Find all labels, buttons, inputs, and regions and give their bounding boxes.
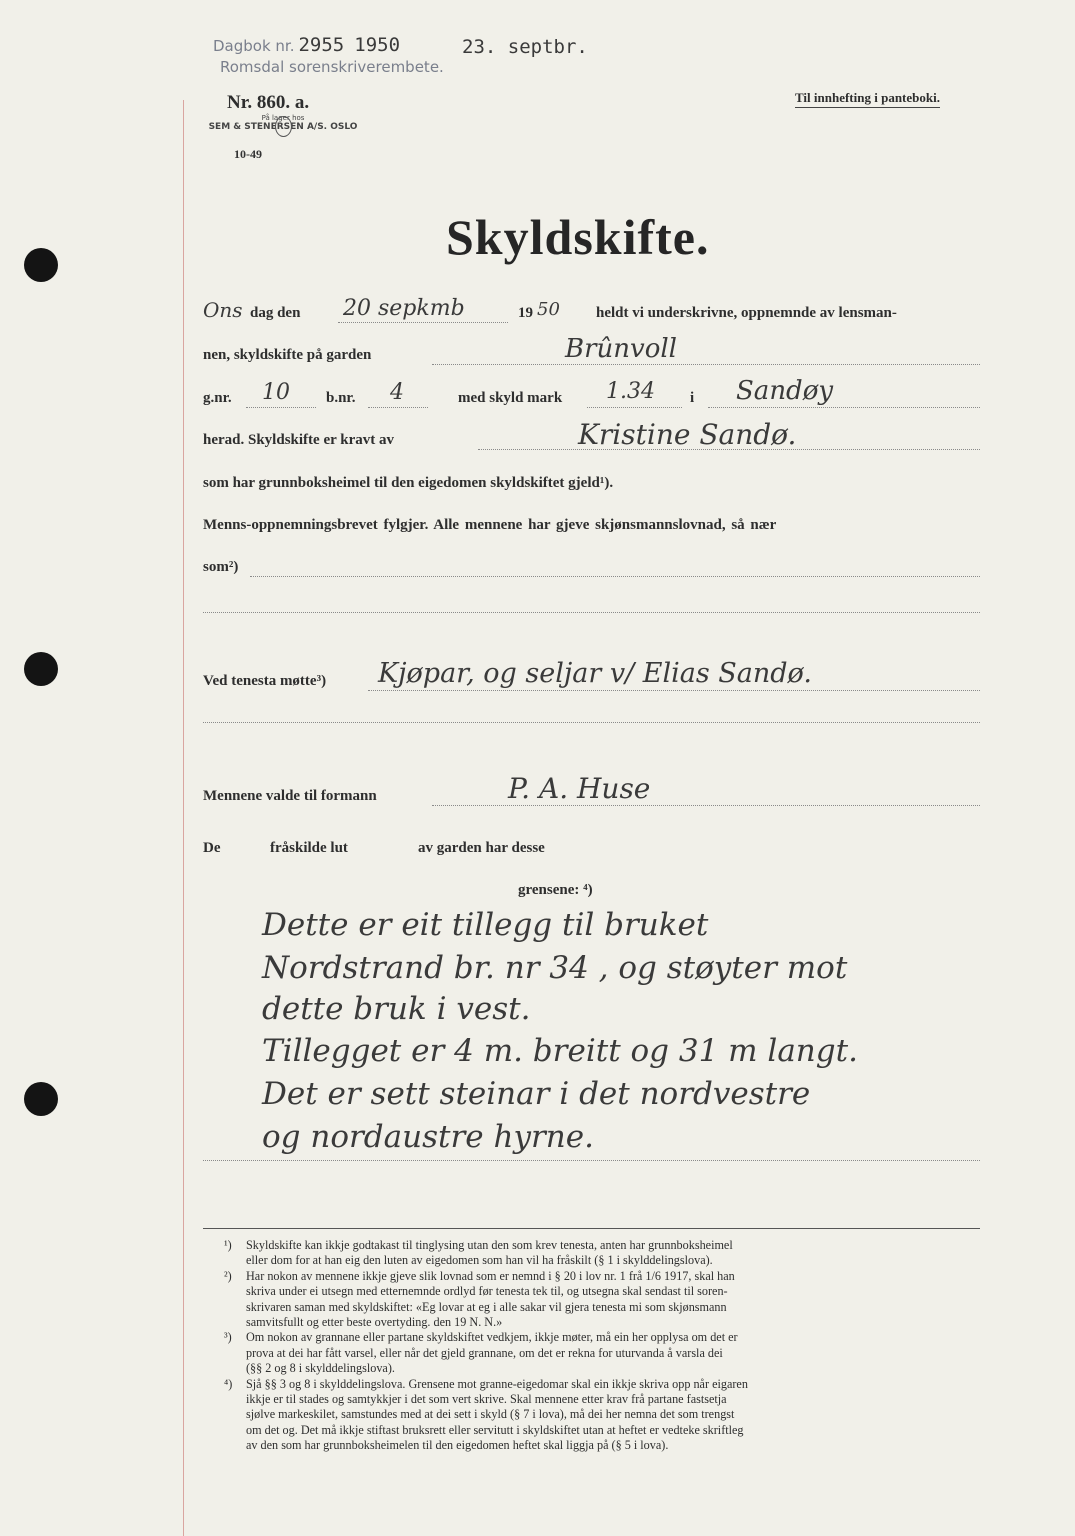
publisher-logo-icon xyxy=(275,116,292,137)
l1-dag-den: dag den xyxy=(250,305,301,321)
date-hand: 20 sepkmb xyxy=(343,296,465,321)
boundary-line: dette bruk i vest. xyxy=(262,991,531,1027)
boundary-line: Nordstrand br. nr 34 , og støyter mot xyxy=(262,950,848,986)
punch-hole-top xyxy=(24,248,58,282)
met-label: Ved tenesta møtte³) xyxy=(203,673,327,689)
bnr-hand: 4 xyxy=(390,380,404,405)
print-code: 10-49 xyxy=(234,147,262,161)
grensene-label: grensene: ⁴) xyxy=(518,882,593,898)
l1-rest: heldt vi underskrivne, oppnemnde av lensman- xyxy=(596,305,897,321)
l2-print: nen, skyldskifte på garden xyxy=(203,347,372,363)
i-label: i xyxy=(690,390,695,406)
skyld-label: med skyld mark xyxy=(458,390,563,406)
herad-hand: Sandøy xyxy=(736,376,834,406)
year-printed: 19 xyxy=(518,305,533,321)
margin-line xyxy=(183,100,184,1536)
gnr-label: g.nr. xyxy=(203,390,232,406)
stamp-office: Romsdal sorenskriverembete. xyxy=(220,58,444,76)
de-label: De xyxy=(203,840,221,856)
requester-hand: Kristine Sandø. xyxy=(578,418,797,451)
l7-print: som²) xyxy=(203,559,239,575)
weekday-hand: Ons xyxy=(203,298,243,322)
boundary-line: Dette er eit tillegg til bruket xyxy=(262,907,709,943)
chair-label: Mennene valde til formann xyxy=(203,788,377,804)
header-right: Til innhefting i panteboki. xyxy=(795,90,940,108)
skyld-hand: 1.34 xyxy=(606,379,655,404)
footnote-mark: ²) xyxy=(224,1268,232,1283)
gnr-hand: 10 xyxy=(262,380,290,405)
met-hand: Kjøpar, og seljar v/ Elias Sandø. xyxy=(378,658,812,689)
publisher-stamp xyxy=(198,114,368,132)
boundary-line: Tillegget er 4 m. breitt og 31 m langt. xyxy=(262,1033,858,1069)
form-number: Nr. 860. a. xyxy=(227,92,310,113)
punch-hole-middle xyxy=(24,652,58,686)
bnr-label: b.nr. xyxy=(326,390,356,406)
boundary-text xyxy=(262,902,980,1158)
footnote: ⁴) Sjå §§ 3 og 8 i skylddelingslova. Grensene mot granne-eigedomar skal ein ikkje skriva opp når eigaren ikkje er til stades og samtykkjer i det som vert skrive. Skal mennene etter krav frå partane fastsetja sjølve markeskilet, samstundes med at dei sett i skyld (§ 7 i lova), må dei her nemna det som trengst om det og. Det må ikkje stiftast bruksrett eller servitutt i skyldskiftet utan at heftet er vedteke skriftleg av den som har grunnboksheimelen til den eigedomen heftet skal liggja på (§ 5 i lova). xyxy=(224,1376,748,1453)
l5-print: som har grunnboksheimel til den eigedomen skyldskiftet gjeld¹). xyxy=(203,475,614,491)
l4-print: herad. Skyldskifte er kravt av xyxy=(203,432,394,448)
l6-print: Menns-oppnemningsbrevet fylgjer. Alle mennene har gjeve skjønsmannslovnad, så nær xyxy=(203,517,777,533)
footnote-mark: ¹) xyxy=(224,1238,232,1252)
garden-label: av garden har desse xyxy=(418,840,545,856)
registry-stamp xyxy=(213,34,400,56)
year-hand: 50 xyxy=(537,299,560,320)
footnote-mark: ⁴) xyxy=(224,1376,233,1391)
boundary-line: og nordaustre hyrne. xyxy=(262,1119,594,1155)
lut-label: fråskilde lut xyxy=(270,840,348,856)
publisher-small: På lager hos xyxy=(261,114,305,122)
footnote-rule xyxy=(203,1228,980,1229)
footnote: ³) Om nokon av grannane eller partane skyldskiftet vedkjem, ikkje møter, må ein her opplysa om det er prova at dei har fått varsel, eller når det gjeld grannane, om det er rekna for uturvanda å varsla dei (§§ 2 og 8 i skylddelingslova). xyxy=(224,1330,738,1376)
footnote: ²) Har nokon av mennene ikkje gjeve slik lovnad som er nemnd i § 20 i lov nr. 1 frå 1/6 1917, skal han skriva under ei utsegn med etternemnde ordlyd før tenesta tek til, og utsegna skal sendast til soren- skrivaren saman med skyldskiftet: «Eg lovar at eg i alle sakar vil gjera tenesta mi som skjønsmann samvitsfullt og etter beste overtyding. den 19 N. N.» xyxy=(224,1268,735,1330)
footnote: ¹) Skyldskifte kan ikkje godtakast til tinglysing utan den som krev tenesta, anten har grunnboksheimel eller dom for at han eig den luten av eigedomen som han vil ha fråskilt (§ 1 i skylddelingslova). xyxy=(224,1238,733,1268)
boundary-line: Det er sett steinar i det nordvestre xyxy=(262,1076,811,1112)
stamp-year: 1950 xyxy=(354,34,401,56)
stamp-number: 2955 xyxy=(298,34,345,56)
farm-hand: Brûnvoll xyxy=(565,334,677,364)
punch-hole-bottom xyxy=(24,1082,58,1116)
page-title: Skyldskifte. xyxy=(446,209,710,265)
chair-hand: P. A. Huse xyxy=(508,772,651,805)
stamp-label: Dagbok nr. xyxy=(213,37,295,55)
publisher-name: SEM & STENERSEN A/S. OSLO xyxy=(208,122,358,132)
stamp-date: 23. septbr. xyxy=(462,36,588,58)
footnotes xyxy=(224,1238,980,1454)
footnote-mark: ³) xyxy=(224,1330,232,1345)
